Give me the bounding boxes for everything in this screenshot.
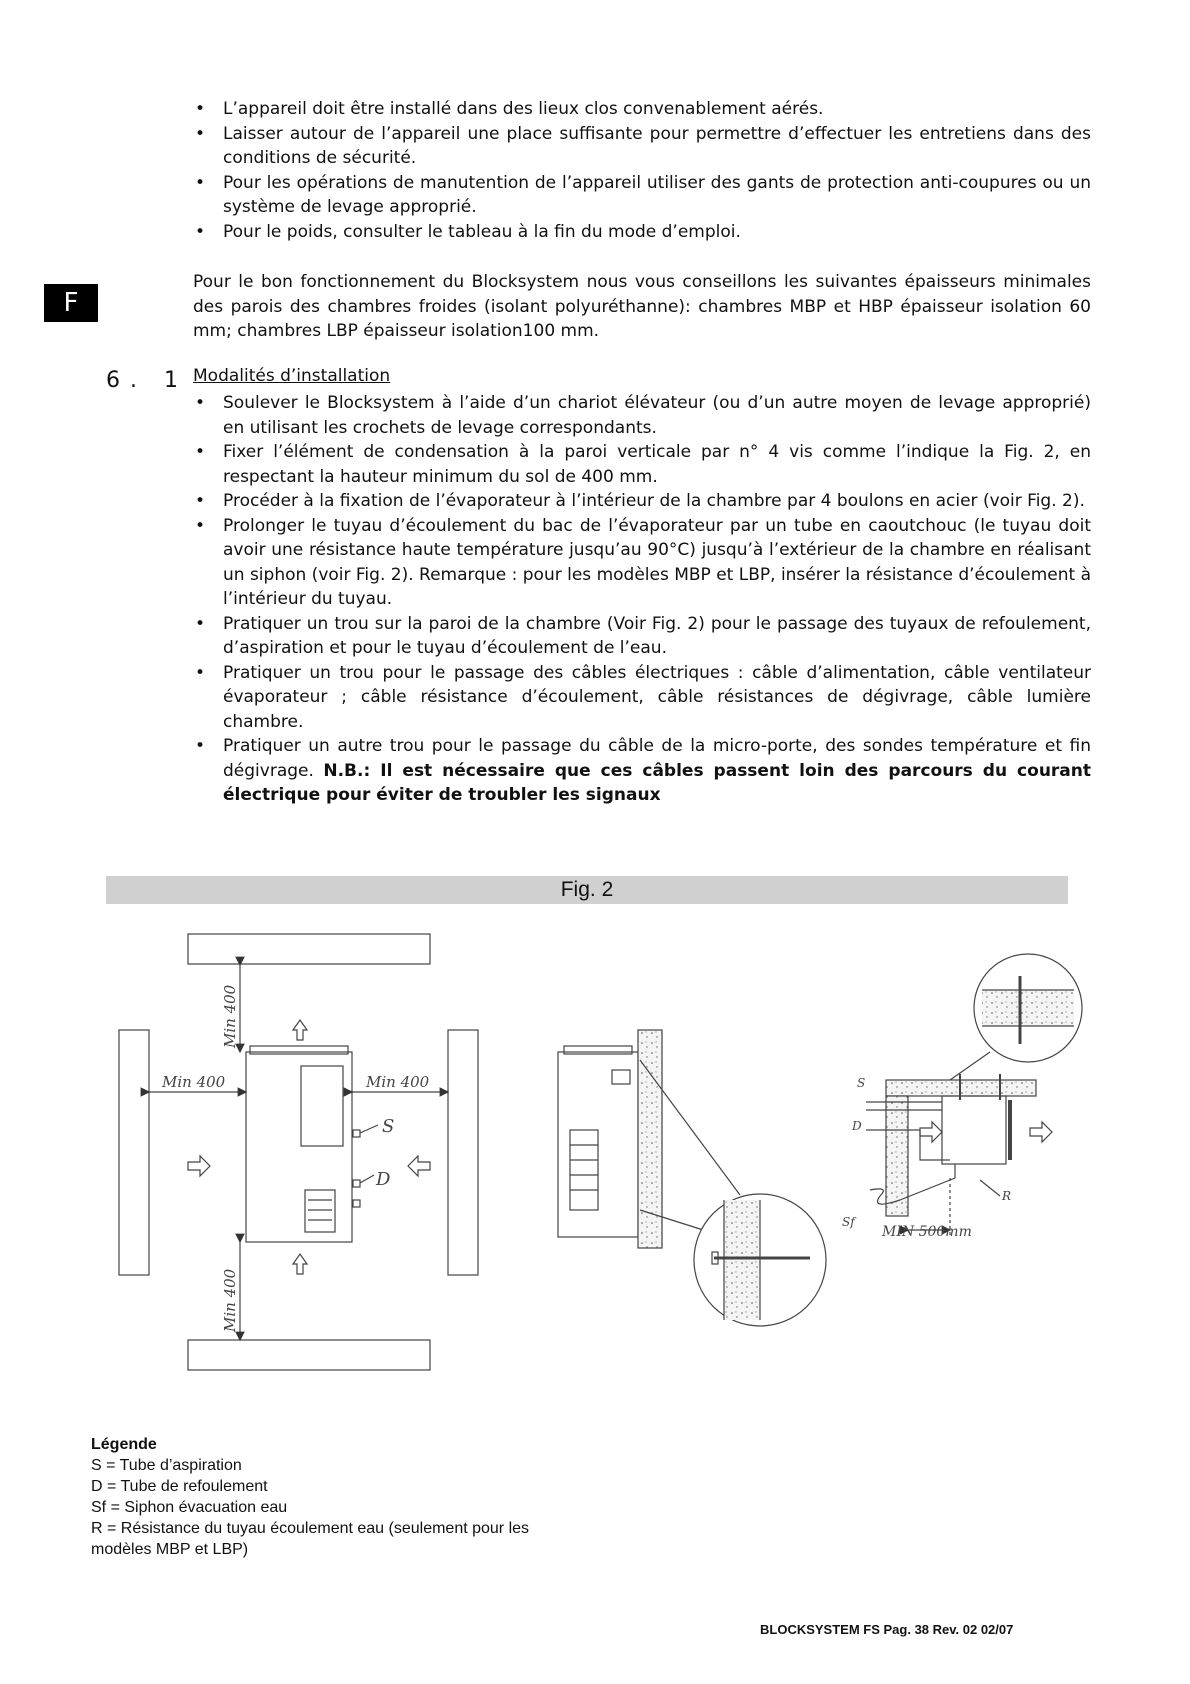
installation-diagram bbox=[0, 900, 1190, 1390]
right-wall bbox=[448, 1030, 478, 1275]
min400-top-label: Min 400 bbox=[221, 984, 239, 1048]
legend-title: Légende bbox=[91, 1436, 157, 1453]
last-bullet-text: Pratiquer un autre trou pour le passage du câble de la micro-porte, des sondes température et fin dégivrage. bbox=[223, 736, 1091, 781]
arrow-right-icon bbox=[920, 1122, 942, 1142]
port-s bbox=[353, 1130, 360, 1137]
page-footer: BLOCKSYSTEM FS Pag. 38 Rev. 02 02/07 bbox=[760, 1622, 1014, 1637]
sf-label: Sf bbox=[842, 1215, 855, 1229]
list-item: • Pour les opérations de manutention de l’appareil utiliser des gants de protection anti-coupures ou un système de levage approprié. bbox=[193, 171, 1091, 220]
list-item: • Pratiquer un trou pour le passage des câbles électriques : câble d’alimentation, câble ventilateur évaporateur ; câble résistance d’écoulement, câble résistances de dégivrage, câble lumière chambre. bbox=[193, 661, 1091, 735]
top-wall bbox=[188, 934, 430, 964]
list-item: • Fixer l’élément de condensation à la paroi verticale par n° 4 vis comme l’indique la Fig. 2, en respectant la hauteur minimum du sol de 400 mm. bbox=[193, 440, 1091, 489]
list-item bbox=[193, 734, 1091, 808]
arrow-right-icon bbox=[1030, 1122, 1052, 1142]
arrow-up-icon bbox=[293, 1254, 307, 1274]
intro-bullet-list bbox=[193, 97, 1091, 244]
installation-bullet-list bbox=[193, 391, 1091, 808]
d-label: D bbox=[376, 1169, 391, 1190]
d-detail-label: D bbox=[852, 1119, 862, 1133]
legend-item: R = Résistance du tuyau écoulement eau (seulement pour les modèles MBP et LBP) bbox=[91, 1520, 530, 1558]
arrow-up-icon bbox=[293, 1020, 307, 1040]
unit-panel bbox=[301, 1066, 343, 1146]
legend-item: Sf = Siphon évacuation eau bbox=[91, 1499, 288, 1516]
evaporator-grille bbox=[570, 1130, 598, 1210]
language-tab: F bbox=[44, 284, 98, 322]
list-item: • Procéder à la fixation de l’évaporateur à l’intérieur de la chambre par 4 boulons en acier (voir Fig. 2). bbox=[193, 489, 1091, 514]
section-number: 6. 1 bbox=[106, 368, 188, 393]
list-item: • L’appareil doit être installé dans des lieux clos convenablement aérés. bbox=[193, 97, 1091, 122]
nb-note: N.B.: Il est nécessaire que ces câbles passent loin des parcours du courant électrique pour éviter de troubler les signaux bbox=[223, 760, 1092, 805]
clearance-diagram bbox=[119, 934, 478, 1370]
side-view-diagram bbox=[558, 1030, 826, 1326]
unit-controls bbox=[305, 1190, 335, 1232]
s-detail-label: S bbox=[857, 1076, 866, 1090]
port-d bbox=[353, 1180, 360, 1187]
intro-paragraph: Pour le bon fonctionnement du Blocksystem nous vous conseillons les suivantes épaisseurs minimales des parois des chambres froides (isolant polyuréthanne): chambres MBP et HBP épaisseur isolation 60 mm; chambres LBP épaisseur isolation100 mm. bbox=[193, 272, 1091, 341]
arrow-left-icon bbox=[408, 1156, 430, 1176]
s-label: S bbox=[382, 1116, 395, 1137]
min400-right-label: Min 400 bbox=[366, 1073, 430, 1091]
list-item: • Pour le poids, consulter le tableau à la fin du mode d’emploi. bbox=[193, 220, 1091, 245]
list-item: • Laisser autour de l’appareil une place suffisante pour permettre d’effectuer les entretiens dans des conditions de sécurité. bbox=[193, 122, 1091, 171]
evaporator-box bbox=[942, 1096, 1006, 1164]
condensing-unit bbox=[246, 1052, 352, 1242]
unit-top bbox=[250, 1046, 348, 1054]
list-item: • Soulever le Blocksystem à l’aide d’un chariot élévateur (ou d’un autre moyen de levage approprié) en utilisant les crochets de levage correspondants. bbox=[193, 391, 1091, 440]
room-mounting-diagram bbox=[866, 954, 1082, 1235]
legend-item: D = Tube de refoulement bbox=[91, 1478, 268, 1495]
min500-label: MIN 500mm bbox=[882, 1224, 972, 1240]
figure-caption: Fig. 2 bbox=[106, 876, 1068, 904]
r-label: R bbox=[1002, 1189, 1012, 1203]
list-item: • Prolonger le tuyau d’écoulement du bac de l’évaporateur par un tube en caoutchouc (le tuyau doit avoir une résistance haute température jusqu’au 90°C) jusqu’à l’extérieur de la chambre en réalisant un siphon (voir Fig. 2). Remarque : pour les modèles MBP et LBP, insérer la résistance d’écoulement à l’intérieur du tuyau. bbox=[193, 514, 1091, 612]
arrow-right-icon bbox=[188, 1156, 210, 1176]
min400-left-label: Min 400 bbox=[162, 1073, 226, 1091]
min400-bottom-label: Min 400 bbox=[221, 1268, 239, 1332]
legend bbox=[91, 1434, 591, 1560]
section-title: Modalités d’installation bbox=[193, 366, 391, 386]
list-item: • Pratiquer un trou sur la paroi de la chambre (Voir Fig. 2) pour le passage des tuyaux de refoulement, d’aspiration et pour le tuyau d’écoulement de l’eau. bbox=[193, 612, 1091, 661]
legend-item: S = Tube d’aspiration bbox=[91, 1457, 242, 1474]
left-wall bbox=[119, 1030, 149, 1275]
bottom-wall bbox=[188, 1340, 430, 1370]
